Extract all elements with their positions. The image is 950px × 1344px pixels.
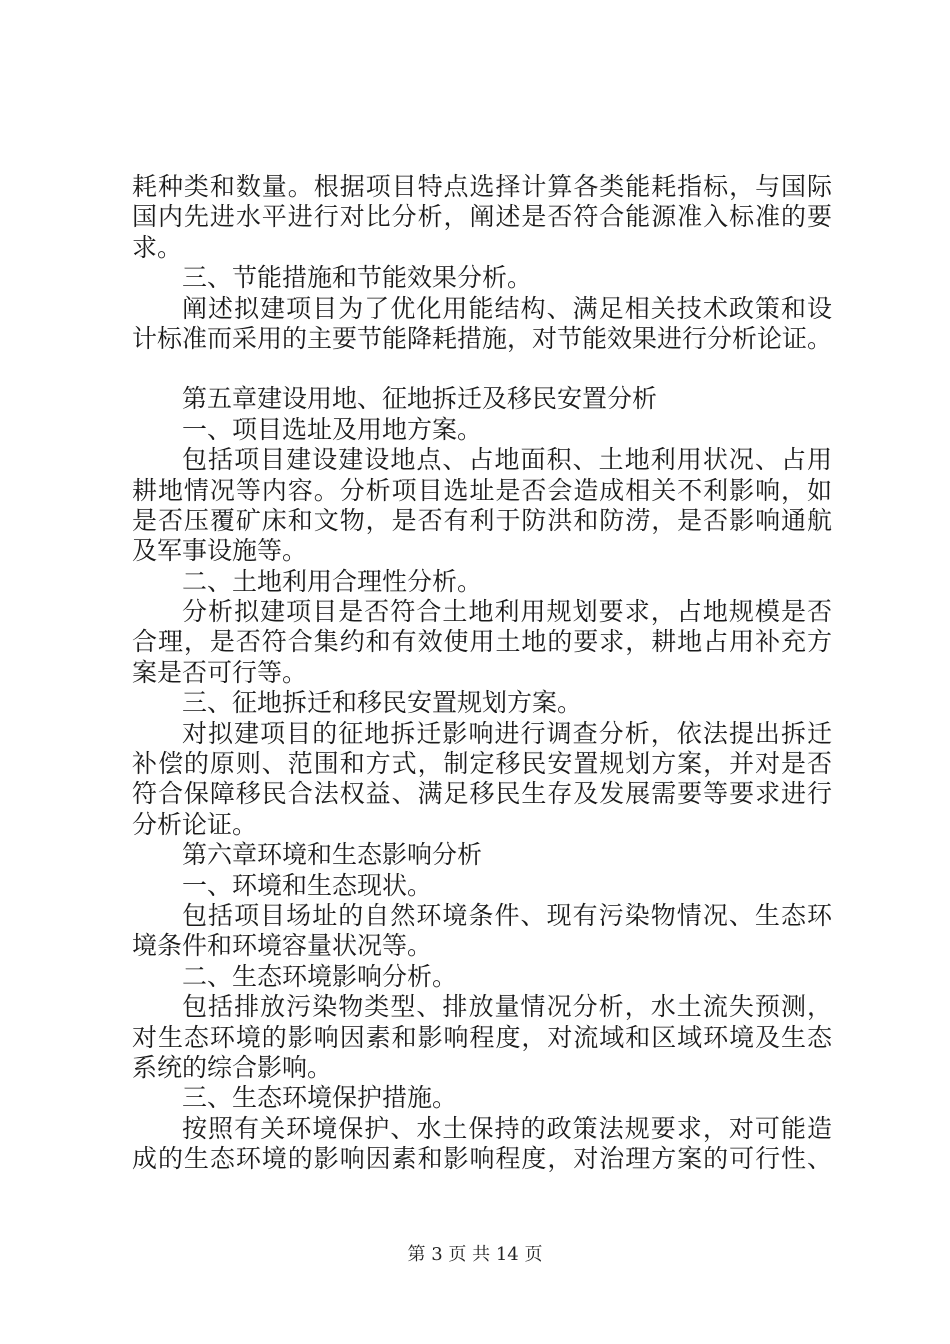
paragraph-line: 补偿的原则、范围和方式，制定移民安置规划方案，并对是否	[132, 749, 832, 779]
page-number-footer: 第 3 页 共 14 页	[407, 1244, 543, 1265]
paragraph-line: 境条件和环境容量状况等。	[132, 931, 433, 961]
paragraph-line: 对拟建项目的征地拆迁影响进行调查分析，依法提出拆迁	[182, 718, 832, 748]
paragraph-line: 案是否可行等。	[132, 657, 308, 687]
chapter-heading: 第六章环境和生态影响分析	[182, 840, 483, 870]
section-heading: 三、生态环境保护措施。	[182, 1083, 458, 1113]
paragraph-line: 国内先进水平进行对比分析，阐述是否符合能源准入标准的要	[132, 202, 832, 232]
section-heading: 二、生态环境影响分析。	[182, 961, 458, 991]
paragraph-line: 及军事设施等。	[132, 536, 308, 566]
paragraph-line: 是否压覆矿床和文物，是否有利于防洪和防涝，是否影响通航	[132, 505, 832, 535]
paragraph-line: 分析论证。	[132, 809, 258, 839]
section-heading: 一、环境和生态现状。	[182, 870, 433, 900]
paragraph-line: 按照有关环境保护、水土保持的政策法规要求，对可能造	[182, 1113, 832, 1143]
paragraph-line: 耗种类和数量。根据项目特点选择计算各类能耗指标，与国际	[132, 172, 832, 201]
section-heading: 三、征地拆迁和移民安置规划方案。	[182, 688, 583, 718]
paragraph-line: 求。	[132, 232, 183, 262]
chapter-heading: 第五章建设用地、征地拆迁及移民安置分析	[182, 384, 658, 414]
paragraph-line: 符合保障移民合法权益、满足移民生存及发展需要等要求进行	[132, 779, 832, 809]
paragraph-line: 对生态环境的影响因素和影响程度，对流域和区域环境及生态	[132, 1022, 832, 1052]
paragraph-line: 合理，是否符合集约和有效使用土地的要求，耕地占用补充方	[132, 627, 832, 657]
paragraph-line: 系统的综合影响。	[132, 1052, 333, 1082]
section-heading: 三、节能措施和节能效果分析。	[182, 263, 533, 293]
paragraph-line: 包括排放污染物类型、排放量情况分析，水土流失预测，	[182, 992, 832, 1022]
section-heading: 一、项目选址及用地方案。	[182, 414, 483, 444]
paragraph-line: 包括项目场址的自然环境条件、现有污染物情况、生态环	[182, 900, 832, 930]
paragraph-line: 成的生态环境的影响因素和影响程度，对治理方案的可行性、	[132, 1144, 832, 1174]
paragraph-line: 计标准而采用的主要节能降耗措施，对节能效果进行分析论证。	[132, 323, 832, 353]
paragraph-line: 包括项目建设建设地点、占地面积、土地利用状况、占用	[182, 445, 832, 475]
section-heading: 二、土地利用合理性分析。	[182, 566, 483, 596]
paragraph-line: 分析拟建项目是否符合土地利用规划要求，占地规模是否	[182, 597, 832, 627]
paragraph-line: 耕地情况等内容。分析项目选址是否会造成相关不利影响，如	[132, 475, 832, 505]
document-body	[132, 172, 832, 1175]
paragraph-line: 阐述拟建项目为了优化用能结构、满足相关技术政策和设	[182, 293, 832, 323]
paragraph-gap	[132, 354, 832, 384]
